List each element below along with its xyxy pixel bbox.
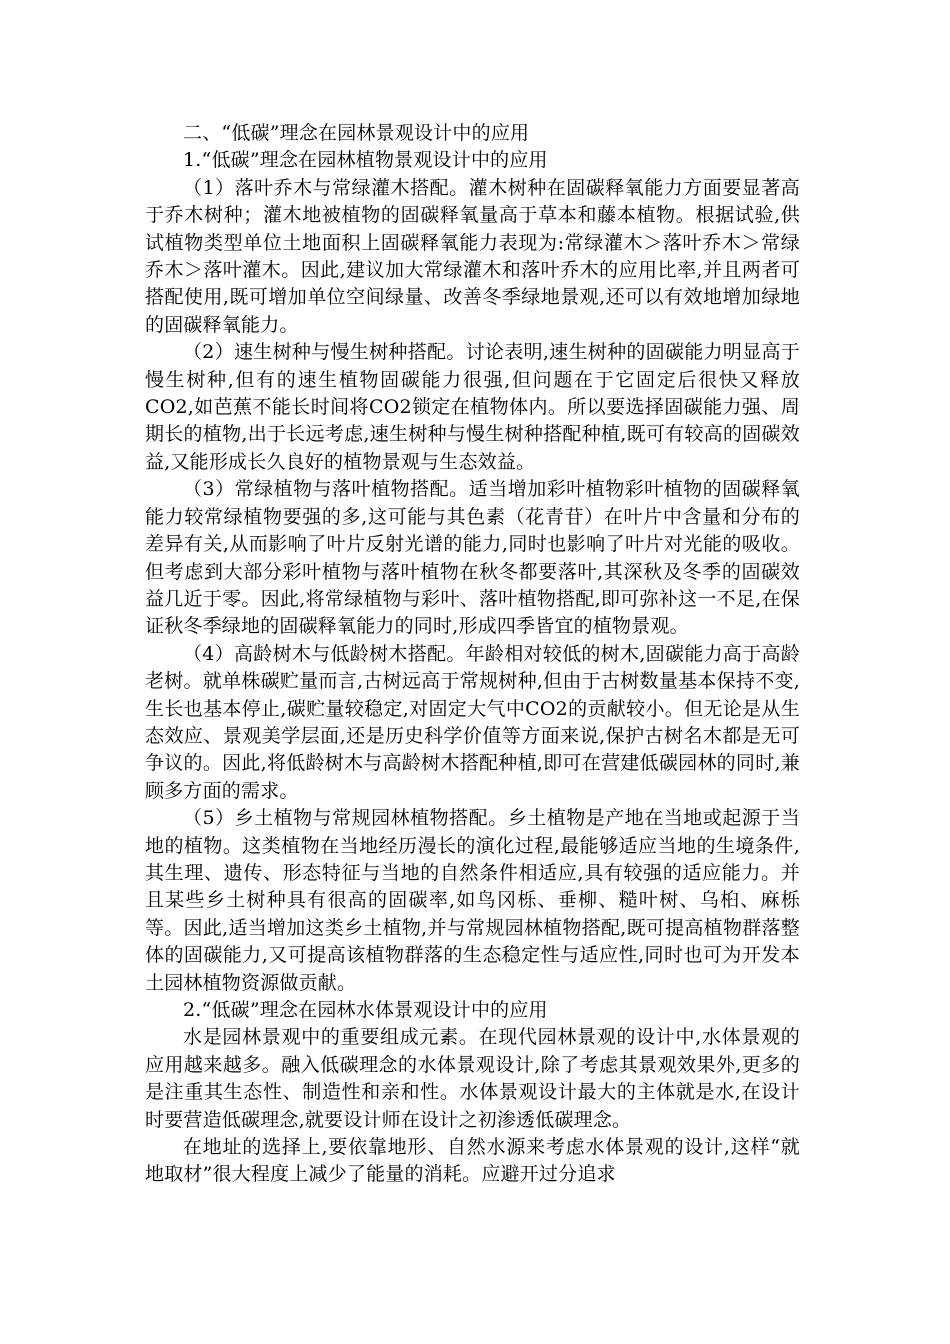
sub-heading-plant-landscape: 1.“低碳”理念在园林植物景观设计中的应用	[183, 149, 548, 172]
sub-heading-water-landscape: 2.“低碳”理念在园林水体景观设计中的应用	[183, 999, 548, 1021]
document-body	[145, 120, 800, 1189]
paragraph-fast-slow-growing: （2）速生树种与慢生树种搭配。讨论表明,速生树种的固碳能力明显高于慢生树种,但有的速生植物固碳能力很强,但问题在于它固定后很快又释放CO2,如芭蕉不能长时间将CO2锁定在植物体内。所以要选择固碳能力强、周期长的植物,出于长远考虑,速生树种与慢生树种搭配种植,既可有较高的固碳效益,又能形成长久良好的植物景观与生态效益。	[145, 341, 800, 473]
paragraph-site-selection: 在地址的选择上,要依靠地形、自然水源来考虑水体景观的设计,这样“就地取材”很大程度上减少了能量的消耗。应避开过分追求	[145, 1136, 800, 1186]
paragraph-deciduous-evergreen-shrub: （1）落叶乔木与常绿灌木搭配。灌木树种在固碳释氧能力方面要显著高于乔木树种；灌木地被植物的固碳释氧量高于草本和藤本植物。根据试验,供试植物类型单位土地面积上固碳释氧能力表现为:常绿灌木＞落叶乔木＞常绿乔木＞落叶灌木。因此,建议加大常绿灌木和落叶乔木的应用比率,并且两者可搭配使用,既可增加单位空间绿量、改善冬季绿地景观,还可以有效地增加绿地的固碳释氧能力。	[145, 176, 800, 336]
section-heading: 二、“低碳”理念在园林景观设计中的应用	[183, 122, 530, 144]
paragraph-evergreen-deciduous: （3）常绿植物与落叶植物搭配。适当增加彩叶植物彩叶植物的固碳释氧能力较常绿植物要强的多,这可能与其色素（花青苷）在叶片中含量和分布的差异有关,从而影响了叶片反射光谱的能力,同时也影响了叶片对光能的吸收。但考虑到大部分彩叶植物与落叶植物在秋冬都要落叶,其深秋及冬季的固碳效益几近于零。因此,将常绿植物与彩叶、落叶植物搭配,即可弥补这一不足,在保证秋冬季绿地的固碳释氧能力的同时,形成四季皆宜的植物景观。	[145, 478, 800, 638]
paragraph-water-element: 水是园林景观中的重要组成元素。在现代园林景观的设计中,水体景观的应用越来越多。融入低碳理念的水体景观设计,除了考虑其景观效果外,更多的是注重其生态性、制造性和亲和性。水体景观设计最大的主体就是水,在设计时要营造低碳理念,就要设计师在设计之初渗透低碳理念。	[145, 1026, 800, 1131]
paragraph-old-young-trees: （4）高龄树木与低龄树木搭配。年龄相对较低的树木,固碳能力高于高龄老树。就单株碳贮量而言,古树远高于常规树种,但由于古树数量基本保持不变,生长也基本停止,碳贮量较稳定,对固定大气中CO2的贡献较小。但无论是从生态效应、景观美学层面,还是历史科学价值等方面来说,保护古树名木都是无可争议的。因此,将低龄树木与高龄树木搭配种植,即可在营建低碳园林的同时,兼顾多方面的需求。	[145, 642, 800, 802]
paragraph-native-plants: （5）乡土植物与常规园林植物搭配。乡土植物是产地在当地或起源于当地的植物。这类植物在当地经历漫长的演化过程,最能够适应当地的生境条件,其生理、遗传、形态特征与当地的自然条件相适应,具有较强的适应能力。并且某些乡土树种具有很高的固碳率,如鸟冈栎、垂柳、糙叶树、乌桕、麻栎等。因此,适当增加这类乡土植物,并与常规园林植物搭配,既可提高植物群落整体的固碳能力,又可提高该植物群落的生态稳定性与适应性,同时也可为开发本土园林植物资源做贡献。	[145, 807, 800, 994]
